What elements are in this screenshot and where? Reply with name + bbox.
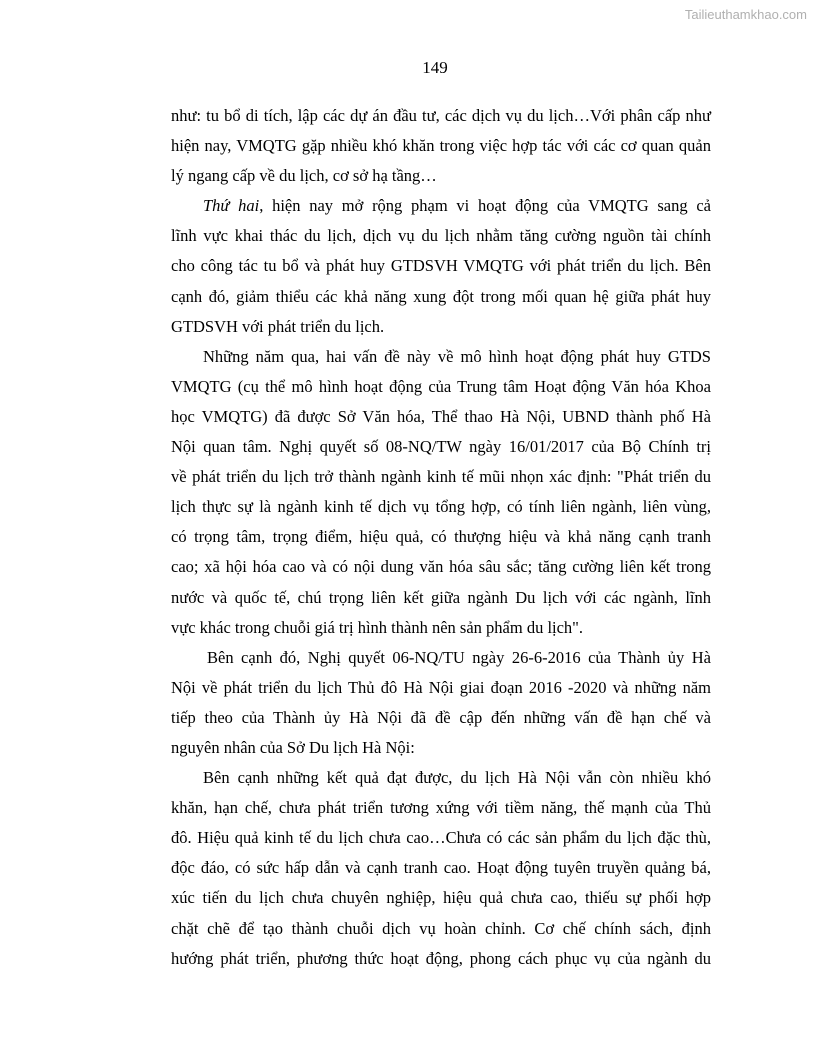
text-line: khăn, hạn chế, chưa phát triển tương xứng với tiềm năng, thế mạnh của Thủ: [171, 798, 711, 818]
watermark: Tailieuthamkhao.com: [684, 7, 807, 22]
text-line: [171, 191, 711, 221]
text-line: lý ngang cấp về du lịch, cơ sở hạ tầng…: [171, 166, 437, 186]
text-line: hướng phát triển, phương thức hoạt động, phong cách phục vụ của ngành du: [171, 948, 711, 968]
text-line: Nội quan tâm. Nghị quyết số 08-NQ/TW ngày 16/01/2017 của Bộ Chính trị: [171, 437, 711, 457]
text-line: hiện nay, VMQTG gặp nhiều khó khăn trong việc hợp tác với các cơ quan quản: [171, 136, 711, 156]
text-line: Bên cạnh đó, Nghị quyết 06-NQ/TU ngày 26-6-2016 của Thành ủy Hà: [207, 647, 711, 667]
text-line: chặt chẽ để tạo thành chuỗi dịch vụ hoàn chỉnh. Cơ chế chính sách, định: [171, 918, 711, 938]
text-line: lĩnh vực khai thác du lịch, dịch vụ du lịch nhằm tăng cường nguồn tài chính: [171, 226, 711, 246]
text-line: lịch thực sự là ngành kinh tế dịch vụ tổng hợp, có tính liên ngành, liên vùng,: [171, 497, 711, 517]
text-line: học VMQTG) đã được Sở Văn hóa, Thể thao Hà Nội, UBND thành phố Hà: [171, 406, 711, 426]
text-line: cho công tác tu bổ và phát huy GTDSVH VMQTG với phát triển du lịch. Bên: [171, 256, 711, 276]
text-line: GTDSVH với phát triển du lịch.: [171, 316, 385, 336]
text-line: đô. Hiệu quả kinh tế du lịch chưa cao…Chưa có các sản phẩm du lịch đặc thù,: [171, 828, 711, 848]
text-line: cạnh đó, giảm thiểu các khả năng xung đột trong mối quan hệ giữa phát huy: [171, 286, 711, 306]
page-number: 149: [422, 58, 448, 77]
text-line: tiếp theo của Thành ủy Hà Nội đã đề cập đến những vấn đề hạn chế và: [171, 707, 711, 727]
text-line: vực khác trong chuỗi giá trị hình thành nên sản phẩm du lịch".: [171, 617, 584, 637]
text-line: Những năm qua, hai vấn đề này về mô hình hoạt động phát huy GTDS: [203, 346, 711, 366]
text-line: nước và quốc tế, chú trọng liên kết giữa ngành Du lịch với các ngành, lĩnh: [171, 587, 711, 607]
body-text: [171, 101, 711, 974]
text-line: như: tu bổ di tích, lập các dự án đầu tư, các dịch vụ du lịch…Với phân cấp như: [171, 106, 711, 125]
text-line: cao; xã hội hóa cao và có nội dung văn hóa sâu sắc; tăng cường liên kết trong: [171, 557, 711, 577]
text-line: VMQTG (cụ thể mô hình hoạt động của Trung tâm Hoạt động Văn hóa Khoa: [171, 376, 711, 396]
italic-lead: Thứ hai: [203, 196, 260, 216]
text-line: có trọng tâm, trọng điểm, hiệu quả, có thượng hiệu và khả năng cạnh tranh: [171, 527, 711, 547]
text-line: xúc tiến du lịch chưa chuyên nghiệp, hiệu quả chưa cao, thiếu sự phối hợp: [171, 888, 711, 908]
text-line: Bên cạnh những kết quả đạt được, du lịch Hà Nội vẫn còn nhiều khó: [203, 768, 711, 788]
text-line: Nội về phát triển du lịch Thủ đô Hà Nội giai đoạn 2016 -2020 và những năm: [171, 677, 711, 697]
text-line: về phát triển du lịch trở thành ngành kinh tế mũi nhọn xác định: "Phát triển du: [171, 467, 711, 487]
text-line: nguyên nhân của Sở Du lịch Hà Nội:: [171, 737, 415, 757]
text-run: , hiện nay mở rộng phạm vi hoạt động của VMQTG sang cả: [259, 196, 711, 216]
text-line: độc đáo, có sức hấp dẫn và cạnh tranh cao. Hoạt động tuyên truyền quảng bá,: [171, 858, 711, 878]
